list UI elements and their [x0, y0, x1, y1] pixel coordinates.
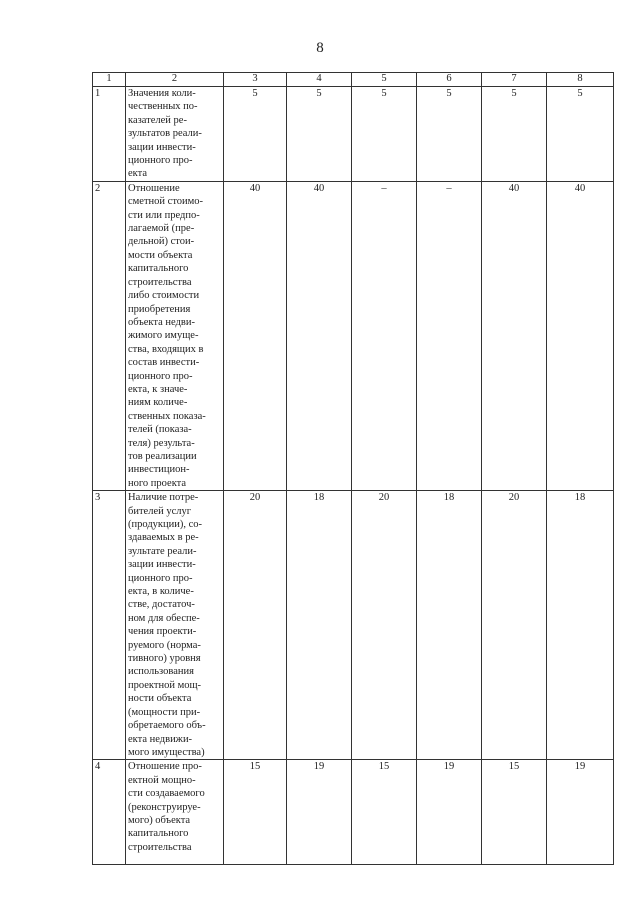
indicator-name-line: дельной) стои- — [128, 236, 195, 248]
criteria-table — [92, 72, 614, 865]
table-header-row — [93, 73, 614, 87]
indicator-name-line: сметной стоимо- — [128, 196, 204, 208]
column-header: 5 — [352, 73, 417, 87]
column-header: 6 — [417, 73, 482, 87]
score-cell: 18 — [417, 491, 482, 760]
indicator-name-line: теля) результа- — [128, 437, 195, 449]
indicator-name-line: Значения коли- — [128, 88, 196, 99]
score-cell: 5 — [224, 87, 287, 182]
indicator-name-line: зультате реали- — [128, 545, 197, 557]
indicator-name-line: ственных показа- — [128, 410, 206, 422]
indicator-name-line: Отношение про- — [128, 761, 202, 773]
indicator-name-line: состав инвести- — [128, 357, 200, 369]
indicator-name-line: жимого имуще- — [128, 330, 199, 342]
indicator-name-line: сти или предпо- — [128, 209, 200, 221]
indicator-name-line: сти создаваемого — [128, 788, 205, 800]
indicator-name — [126, 760, 224, 865]
column-header: 8 — [547, 73, 614, 87]
indicator-name-line: екта недвижи- — [128, 733, 193, 745]
indicator-name-line: тов реализации — [128, 450, 197, 462]
column-header: 1 — [93, 73, 126, 87]
page-number: 8 — [316, 40, 324, 56]
score-cell: 15 — [224, 760, 287, 865]
indicator-name-line: мости объекта — [128, 249, 193, 261]
row-number: 1 — [93, 87, 126, 182]
table-row — [93, 491, 614, 760]
indicator-name-line: стве, достаточ- — [128, 599, 195, 611]
table-row — [93, 87, 614, 182]
column-header: 7 — [482, 73, 547, 87]
indicator-name-line: чественных по- — [128, 101, 198, 113]
indicator-name-line: строительства — [128, 276, 192, 288]
score-cell: 5 — [352, 87, 417, 182]
indicator-name-line: бителей услуг — [128, 505, 192, 517]
indicator-name-line: здаваемых в ре- — [128, 532, 199, 544]
table-row — [93, 760, 614, 865]
indicator-name — [126, 181, 224, 490]
score-cell: 5 — [482, 87, 547, 182]
indicator-name-line: ционного про- — [128, 572, 193, 584]
row-number: 4 — [93, 760, 126, 865]
column-header: 4 — [287, 73, 352, 87]
table-row — [93, 181, 614, 490]
score-cell: 19 — [287, 760, 352, 865]
indicator-name-line: лагаемой (пре- — [128, 223, 195, 235]
score-cell: 20 — [352, 491, 417, 760]
score-cell: 40 — [287, 181, 352, 490]
indicator-name-line: екта — [128, 168, 148, 180]
score-cell: – — [352, 181, 417, 490]
indicator-name-line: ционного про- — [128, 370, 193, 382]
indicator-name-line: строительства — [128, 841, 192, 853]
indicator-name-line: зультатов реали- — [128, 128, 202, 140]
score-cell: 18 — [547, 491, 614, 760]
score-cell: 40 — [547, 181, 614, 490]
score-cell: 20 — [224, 491, 287, 760]
indicator-name-line: ном для обеспе- — [128, 612, 200, 624]
indicator-name-line: ционного про- — [128, 155, 193, 167]
indicator-name-line: (мощности при- — [128, 706, 201, 718]
indicator-name — [126, 87, 224, 182]
indicator-name-line: Наличие потре- — [128, 492, 199, 504]
indicator-name-line: телей (показа- — [128, 424, 192, 436]
score-cell: 5 — [287, 87, 352, 182]
indicator-name-line: обретаемого объ- — [128, 720, 206, 732]
indicator-name-line: ектной мощно- — [128, 774, 196, 786]
indicator-name-line: инвестицион- — [128, 464, 190, 476]
row-number: 3 — [93, 491, 126, 760]
indicator-name-line: мого) объекта — [128, 814, 191, 826]
score-cell: – — [417, 181, 482, 490]
indicator-name-line: ства, входящих в — [128, 343, 204, 355]
indicator-name-line: ного проекта — [128, 477, 187, 489]
indicator-name-line: приобретения — [128, 303, 191, 315]
indicator-name-line: капитального — [128, 828, 189, 840]
indicator-name-line: использования — [128, 666, 194, 678]
row-number: 2 — [93, 181, 126, 490]
score-cell: 19 — [417, 760, 482, 865]
indicator-name-line: капитального — [128, 263, 189, 275]
column-header: 2 — [126, 73, 224, 87]
indicator-name — [126, 491, 224, 760]
indicator-name-line: екта, к значе- — [128, 383, 188, 395]
indicator-name-line: чения проекти- — [128, 626, 197, 638]
indicator-name-line: ниям количе- — [128, 397, 188, 409]
indicator-name-line: зации инвести- — [128, 559, 196, 571]
indicator-name-line: проектной мощ- — [128, 679, 202, 691]
score-cell: 20 — [482, 491, 547, 760]
score-cell: 40 — [224, 181, 287, 490]
score-cell: 5 — [417, 87, 482, 182]
score-cell: 15 — [482, 760, 547, 865]
score-cell: 19 — [547, 760, 614, 865]
score-cell: 5 — [547, 87, 614, 182]
score-cell: 18 — [287, 491, 352, 760]
indicator-name-line: Отношение — [128, 182, 180, 194]
score-cell: 15 — [352, 760, 417, 865]
indicator-name-line: объекта недви- — [128, 316, 195, 328]
indicator-name-line: либо стоимости — [128, 290, 200, 302]
indicator-name-line: казателей ре- — [128, 114, 187, 126]
indicator-name-line: екта, в количе- — [128, 586, 194, 598]
indicator-name-line: (реконструируе- — [128, 801, 201, 813]
column-header: 3 — [224, 73, 287, 87]
indicator-name-line: (продукции), со- — [128, 519, 203, 530]
indicator-name-line: тивного) уровня — [128, 653, 201, 665]
score-cell: 40 — [482, 181, 547, 490]
indicator-name-line: ности объекта — [128, 693, 192, 705]
indicator-name-line: руемого (норма- — [128, 639, 201, 651]
indicator-name-line: зации инвести- — [128, 141, 196, 153]
indicator-name-line: мого имущества) — [128, 746, 205, 758]
